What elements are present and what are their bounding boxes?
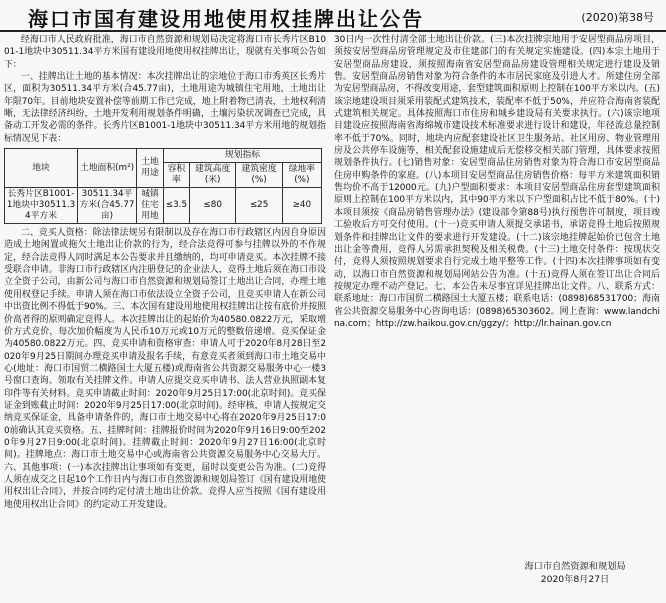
left-column (4, 34, 326, 600)
th-far: 容积率 (164, 163, 190, 188)
th-area: 土地面积(m²) (78, 149, 137, 188)
issue-number: (2020)第38号 (581, 11, 654, 24)
intro-paragraph: 经海口市人民政府批准，海口市自然资源和规划局决定将海口市长秀片区B1001-1地块中30511.34平方米国有建设用地使用权挂牌出让，现就有关事项公告如下： (4, 35, 326, 70)
announcement-header (0, 0, 666, 32)
cell-far: ≤3.5 (164, 188, 190, 224)
th-height: 建筑高度(米) (189, 163, 236, 188)
announcement-title: 海口市国有建设用地使用权挂牌出让公告 (28, 7, 424, 31)
continued-paragraph: 30日内一次性付清全部土地出让价款。(三)本次挂牌宗地用于安居型商品房项目，须按安居型商品房管理规定及市住建部门的有关规定实施建设。(四)本宗土地用于安居型商品房建设，须按照海南省安居型商品房建设管理相关规定进行建设及销售。安居型商品房销售对象为符合条件的本市居民家庭及引进人才。所建住房全部为安居型商品房，不得改变用途，套型建筑面积原则上控制在100平方米以内。(五)该宗地建设项目须采用装配式建筑技术，装配率不低于50%，并应符合海南省装配式建筑相关规定。具体按照海口市住房和城乡建设局有关要求执行。(六)该宗地项目建设应按照海南省海绵城市建设技术标准要求进行设计和建设，年径流总量控制率不低于70%。同时，地块内应配套建设社区卫生服务站、社区用房、物业管理用房及公共停车设施等，相关配套设施建成后无偿移交相关部门管理，具体要求按照规划条件执行。(七)销售对象：安居型商品住房销售对象为符合海口市安居型商品住房申购条件的家庭。(八)本项目安居型商品住房销售价格：每平方米建筑面积销售均价不高于12000元。(九)户型面积要求：本项目安居型商品住房套型建筑面积原则上控制在100平方米以内，其中90平方米以下户型面积占比不低于80%。(十)本项目须按《商品房销售管理办法》(建设部令第88号)执行预售许可制度，项目竣工验收后方可交付使用。(十一)竞买申请人须提交承诺书，承诺竞得土地后按照规划条件和挂牌出让文件的要求进行开发建设。(十二)该宗地挂牌起始价已包含土地出让金等费用，竞得人另需承担契税及相关税费。(十三)土地交付条件：按现状交付，竞得人须按照规划要求自行完成土地平整等工作。(十四)本次挂牌事项如有变动，以海口市自然资源和规划局网站公告为准。(十五)竞得人须在签订出让合同后按规定办理不动产登记。七、本公告未尽事宜详见挂牌出让文件。八、联系方式：联系地址：海口市国贸二横路国土大厦五楼；联系电话：(0898)68531700；海南省公共资源交易服务中心咨询电话：(0898)65303602。网上查询：www.landchina.com；http://zw.haikou.gov.cn/ggzy/；http://lr.hainan.gov.cn (334, 35, 660, 329)
issuing-organization: 海口市自然资源和规划局 (524, 561, 626, 572)
planning-indicator-table (4, 148, 322, 224)
right-column (334, 34, 660, 554)
cell-height: ≤80 (189, 188, 236, 224)
table-row (5, 188, 322, 224)
signature-block (500, 560, 650, 586)
th-planning-group: 规划指标 (164, 149, 322, 163)
th-parcel: 地块 (5, 149, 78, 188)
th-density: 建筑密度(%) (236, 163, 282, 188)
bidding-rules-paragraph: 二、竞买人资格：除法律法规另有限制以及存在海口市行政辖区内因自身原因造成土地闲置或拖欠土地出让价款的行为，经合法竞得可参与挂牌以外的不作规定，经合法竞得人同时满足本公告要求并且缴纳的，均可申请竞买。本次挂牌不接受联合申请。非海口市行政辖区内注册登记的企业法人，竞得土地后须在海口市设立全资子公司，由新公司与海口市自然资源和规划局签订土地出让合同，办理土地使用权登记手续。申请人须在海口市依法设立全资子公司，且竞买申请人在新公司中出资比例不得低于90%。三、本次国有建设用地使用权挂牌出让按有底价并按照价高者得的原则确定竞得人。本次挂牌出让的起始价为40580.0822万元，采取增价方式竞价，每次加价幅度为人民币10万元或10万元的整数倍递增。竞买保证金为40580.0822万元。四、竞买申请和资格审查：申请人可于2020年8月28日至2020年9月25日期间办理竞买申请及报名手续，有意竞买者须到海口市土地交易中心(地址：海口市国贸二横路国土大厦五楼)或海南省公共资源交易服务中心一楼3号窗口查询、领取有关挂牌文件。申请人应提交竞买申请书、法人营业执照副本复印件等有关材料。竞买申请截止时间：2020年9月25日17:00(北京时间)。竞买保证金到账截止时间：2020年9月25日17:00(北京时间)。经审核，申请人按规定交纳竞买保证金，具备申请条件的，海口市土地交易中心将在2020年9月25日17:00前确认其竞买资格。五、挂牌时间：挂牌报价时间为2020年9月16日9:00至2020年9月27日9:00(北京时间)。挂牌截止时间：2020年9月27日16:00(北京时间)。挂牌地点：海口市土地交易中心或海南省公共资源交易服务中心交易大厅。六、其他事项：(一)本次挂牌出让事项如有变更，届时以变更公告为准。(二)竞得人须在成交之日起10个工作日内与海口市自然资源和规划局签订《国有建设用地使用权出让合同》，并按合同约定付清土地出让价款。竞得人应当按照《国有建设用地使用权出让合同》的约定动工开发建设。 (4, 228, 326, 510)
issue-date: 2020年8月27日 (540, 574, 610, 585)
cell-parcel: 长秀片区B1001-1地块中30511.34平方米 (5, 188, 78, 224)
land-info-paragraph: 一、挂牌出让土地的基本情况：本次挂牌出让的宗地位于海口市秀英区长秀片区，面积为30511.34平方米(合45.77亩)，土地用途为城镇住宅用地，土地出让年限70年。目前地块安置补偿等前期工作已完成，地上附着物已清表，土地权利清晰，无法律经济纠纷，土地开发利用规划条件明确，土壤污染状况调查已完成，具备动工开发必需的条件。长秀片区B1001-1地块中30511.34平方米用地的规划指标情况见下表： (4, 72, 326, 144)
cell-use: 城镇住宅用地 (137, 188, 164, 224)
th-use: 土地用途 (137, 149, 164, 188)
th-green: 绿地率(%) (282, 163, 321, 188)
cell-green: ≥40 (282, 188, 321, 224)
cell-density: ≤25 (236, 188, 282, 224)
cell-area: 30511.34平方米(合45.77亩) (78, 188, 137, 224)
